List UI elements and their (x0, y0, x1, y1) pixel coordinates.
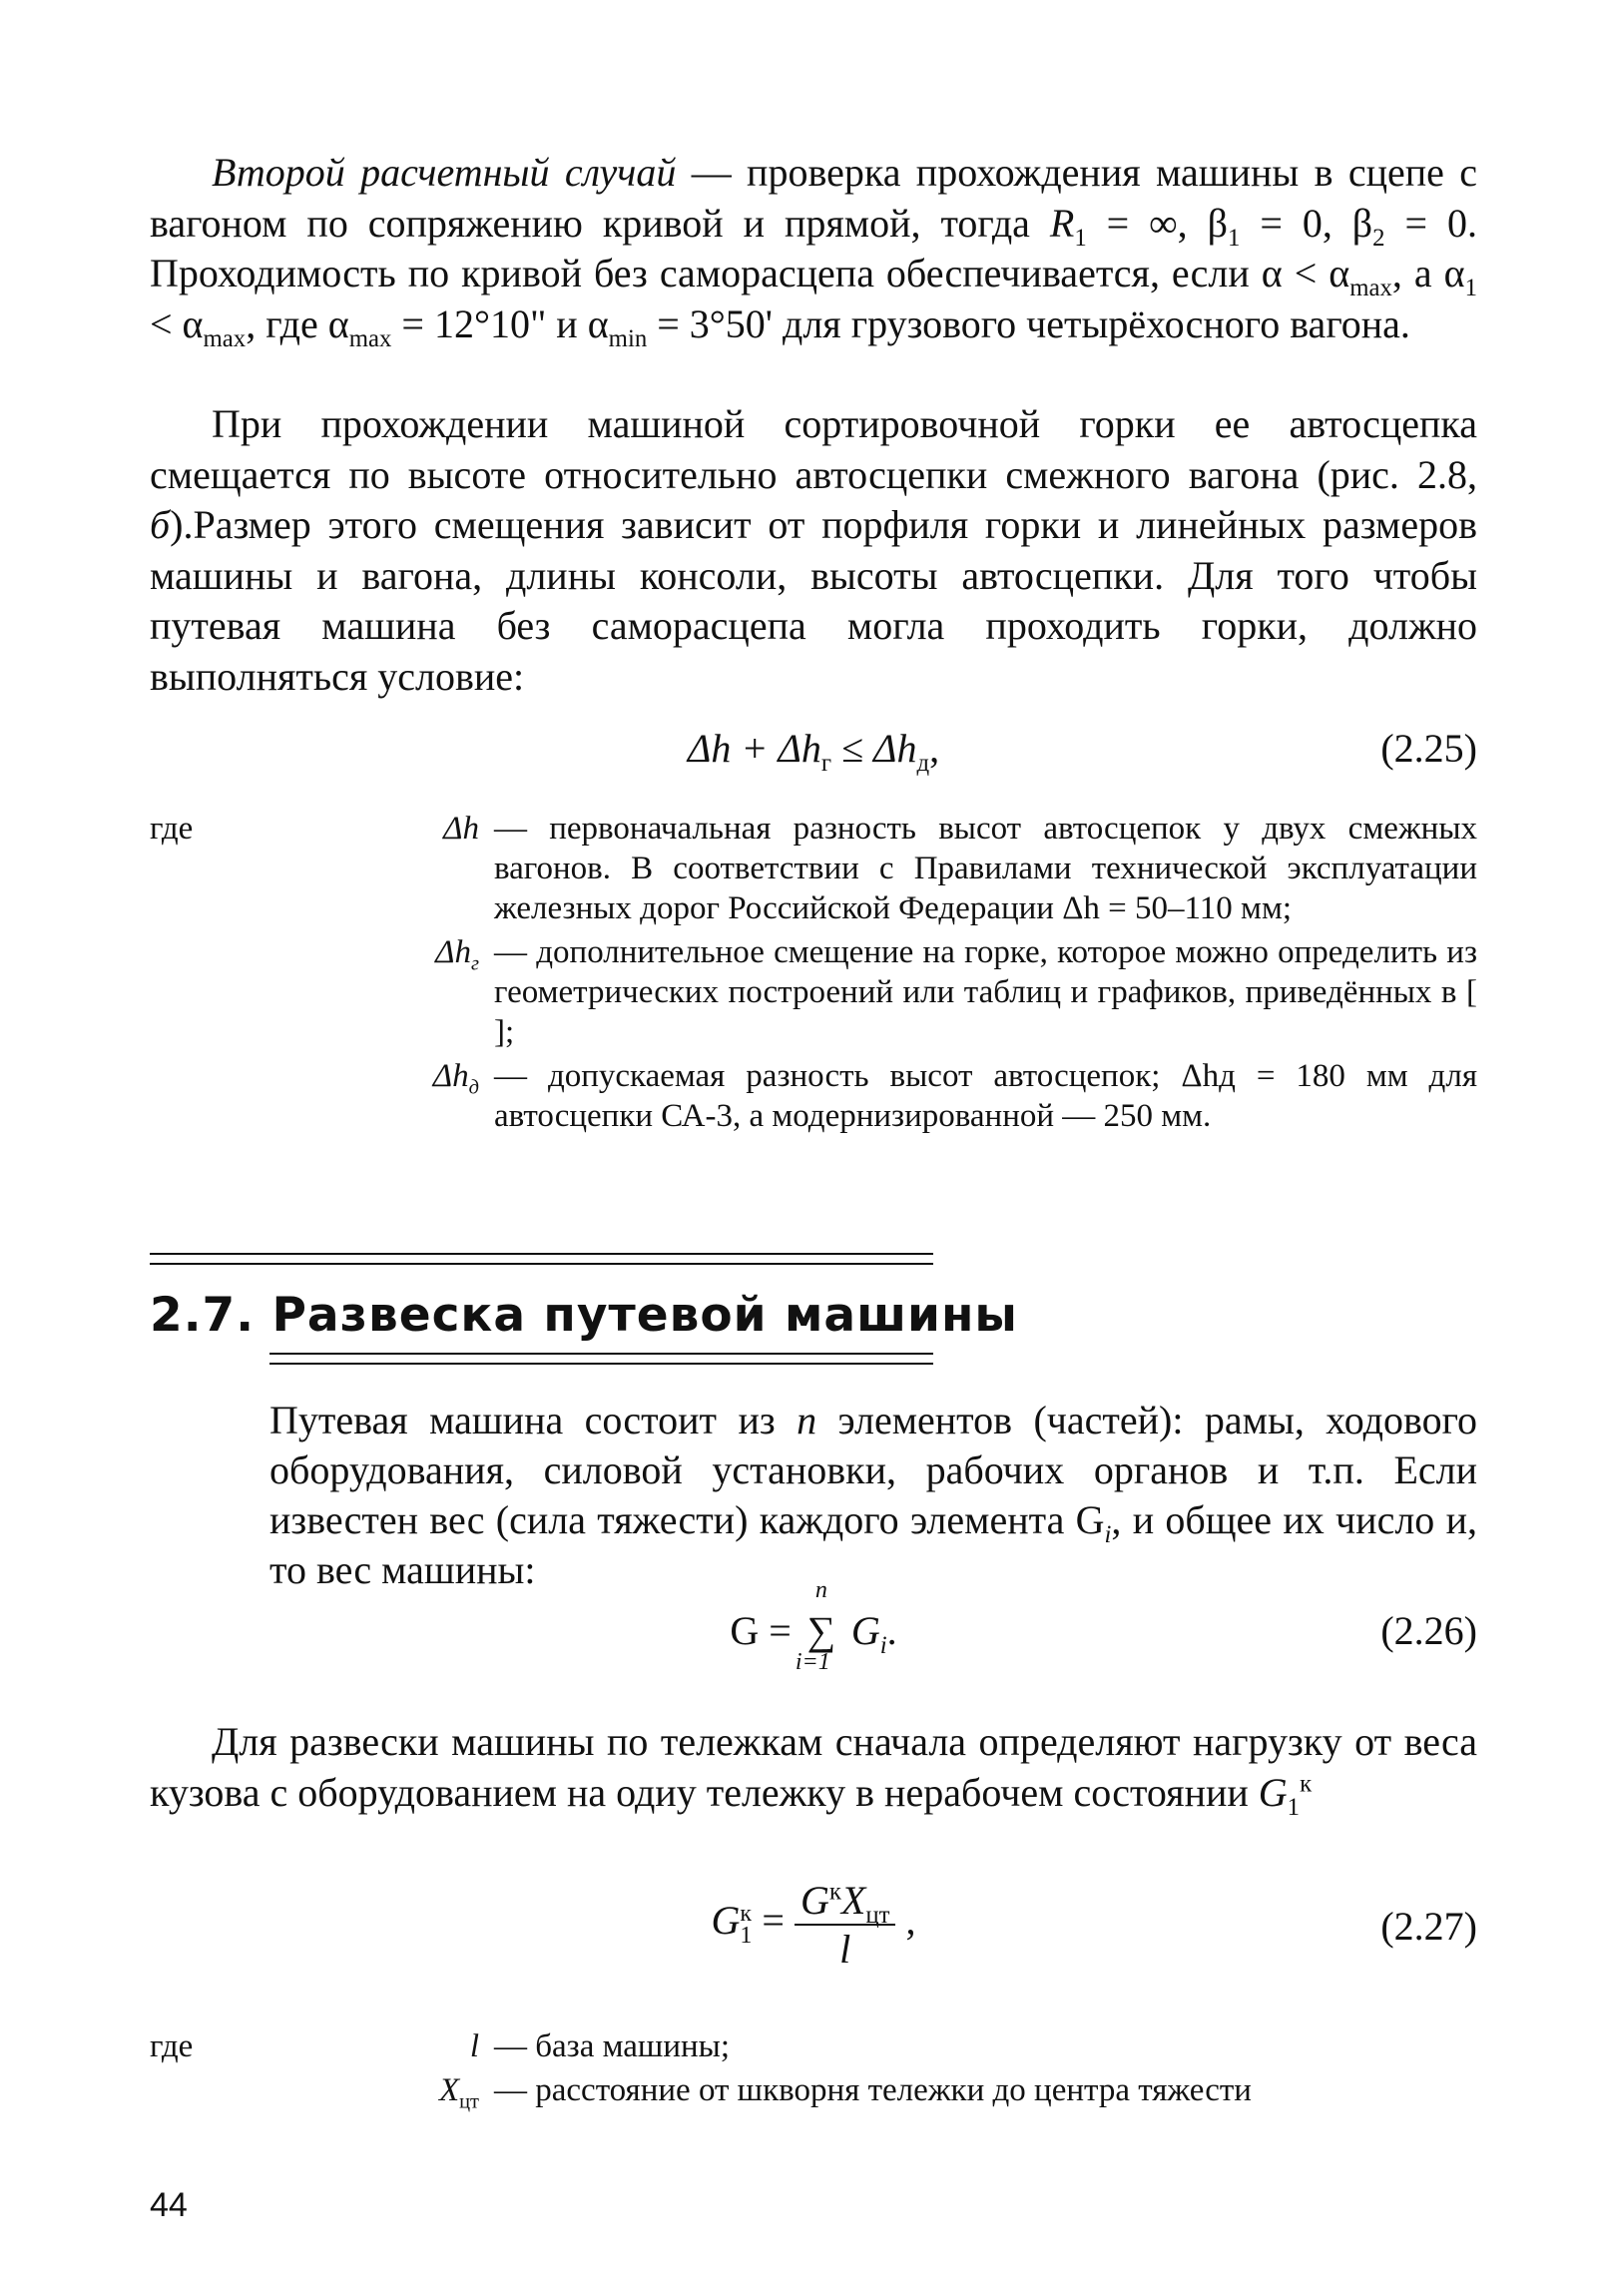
definitions-2-25 (150, 809, 1477, 1140)
fraction (795, 1877, 896, 1973)
symbol: ≤ Δh (831, 726, 917, 771)
definition-item (150, 809, 1477, 928)
subscript: 1 (1074, 224, 1087, 252)
punctuation: , (929, 726, 940, 771)
subscript: max (203, 324, 247, 352)
symbol: Δh (435, 934, 472, 970)
text-run: элементов (частей): рамы, ходового оборудования, силовой установки, рабочих органов и т.п. Если известен вес (сила тяжести) каждого элемента G (269, 1398, 1477, 1542)
symbol: X (438, 2072, 460, 2108)
definition-symbol (432, 1056, 479, 1099)
definition-item (150, 2070, 1477, 2113)
definition-text: — дополнительное смещение на горке, которое можно определить из геометрических построений или таблиц и графиков, приведённых в [ ]; (494, 934, 1477, 1050)
subscript: 1 (740, 1923, 753, 1949)
text-run: Путевая машина состоит из (269, 1398, 798, 1442)
definition-symbol (443, 809, 479, 849)
text-run: = ∞, β (1086, 200, 1228, 246)
denominator: l (839, 1927, 851, 1972)
paragraph-hump-yard (150, 399, 1477, 702)
definition-text: — допускаемая разность высот автосцепок; Δhд = 180 мм для автосцепки СА-3, а модернизированной — 250 мм. (494, 1058, 1477, 1134)
subscript: д (916, 750, 930, 777)
text-run: , а α (1391, 251, 1465, 295)
formula-expression (150, 1577, 1477, 1675)
section-heading: 2.7. Развеска путевой машины (150, 1288, 1018, 1343)
symbol-R: R (1049, 200, 1075, 246)
sum-sign: ∑ (806, 1608, 836, 1653)
sum-operator (795, 1577, 841, 1675)
subscript: 1 (1227, 224, 1241, 252)
subscript: 2 (1372, 224, 1385, 252)
superscript: к (740, 1901, 753, 1927)
subscript: i (879, 1632, 887, 1659)
symbol: Δh (687, 726, 732, 771)
text-run: — проверка прохождения машины в сцепе с вагоном по сопряжению кривой и прямой, тогда (150, 150, 1477, 246)
where-label: где (150, 2028, 194, 2064)
text-run: < α (150, 300, 204, 346)
formula-expression (150, 725, 1477, 777)
text-run: Для развески машины по тележкам сначала определяют нагрузку от веса кузова с оборудованием на одиу тележку в нерабочем состоянии (150, 1719, 1477, 1815)
definition-text: — первоначальная разность высот автосцепок у двух смежных вагонов. В соответствии с Правилами технической эксплуатации железных дорог Российской Федерации Δh = 50–110 мм; (494, 811, 1477, 926)
numerator (795, 1877, 896, 1929)
heading-rule-bottom (269, 1353, 933, 1355)
definition-text: — база машины; (494, 2028, 730, 2064)
paragraph-machine-elements (269, 1396, 1477, 1595)
symbol: G (799, 1878, 829, 1923)
symbol: Δh (432, 1058, 469, 1094)
definition-symbol (470, 2026, 479, 2066)
symbol: Δh (443, 811, 479, 847)
equals-sign: = (752, 1898, 795, 1944)
text-run: , и общее их число и, то вес машины: (269, 1497, 1477, 1592)
superscript: к (1300, 1770, 1313, 1798)
punctuation: . (886, 1608, 897, 1653)
sum-upper-limit: n (814, 1577, 827, 1603)
subscript: цт (865, 1902, 890, 1929)
equation-number: (2.27) (1380, 1904, 1477, 1949)
equation-number: (2.26) (1380, 1608, 1477, 1653)
equation-number: (2.25) (1380, 726, 1477, 771)
definition-item (150, 932, 1477, 1052)
paragraph-load-distribution (150, 1717, 1477, 1821)
where-label: где (150, 811, 194, 847)
formula-2-26 (150, 1577, 1477, 1697)
definition-symbol (435, 932, 479, 975)
subscript: 1 (1287, 1793, 1301, 1821)
symbol: G (711, 1898, 741, 1944)
subscript: i (1104, 1521, 1112, 1548)
figure-ref: б (150, 502, 171, 547)
text-run: = 0, β (1240, 200, 1373, 246)
heading-rule-top (150, 1253, 933, 1255)
case-title: Второй расчетный случай (212, 150, 677, 195)
subscript: д (468, 1076, 479, 1099)
formula-2-25 (150, 725, 1477, 785)
definition-item (150, 2026, 1477, 2066)
superscript: к (828, 1878, 841, 1906)
subscript: max (348, 324, 392, 352)
symbol-G: G (1258, 1769, 1288, 1815)
definition-text: — расстояние от шкворня тележки до центра тяжести (494, 2072, 1252, 2108)
subscript: min (608, 324, 648, 352)
text-run: ).Размер этого смещения зависит от порфиля горки и линейных размеров машины и вагона, длины консоли, высоты автосцепки. Для того чтобы путевая машина без саморасцепа могла проходить горки, должно выполняться условие: (150, 502, 1477, 699)
text-run: = 3°50' для грузового четырёхосного вагона. (647, 300, 1410, 346)
definition-symbol (438, 2070, 479, 2113)
subscript: цт (459, 2090, 479, 2113)
formula-2-27 (150, 1877, 1477, 1977)
heading-rule-top (150, 1263, 933, 1265)
punctuation: , (895, 1898, 916, 1944)
page-number: 44 (150, 2186, 188, 2224)
symbol: l (469, 2028, 479, 2064)
subscript: max (1349, 275, 1392, 301)
subscript: г (820, 750, 832, 777)
subscript: г (471, 952, 479, 975)
paragraph-second-case (150, 148, 1478, 352)
definitions-2-27 (150, 2026, 1477, 2114)
subscript: 1 (1464, 275, 1478, 301)
definition-item (150, 1056, 1477, 1136)
text-run: , где α (246, 300, 349, 346)
symbol: G (850, 1608, 880, 1653)
sum-lower-limit: i=1 (795, 1649, 830, 1675)
text-run: При прохождении машиной сортировочной горки ее автосцепка смещается по высоте относительно автосцепки смежного вагона (рис. 2.8, (150, 401, 1477, 497)
symbol: G = (730, 1608, 792, 1653)
formula-expression (150, 1877, 1477, 1973)
symbol: + Δh (731, 726, 821, 771)
lhs-indices (740, 1903, 752, 1947)
heading-rule-bottom (269, 1363, 933, 1365)
symbol: X (840, 1878, 866, 1923)
text-run: = 12°10" и α (391, 300, 609, 346)
text-run: = 0. Проходимость по кривой без саморасцепа обеспечивается, если α < α (150, 200, 1477, 295)
symbol-n: n (797, 1398, 817, 1442)
